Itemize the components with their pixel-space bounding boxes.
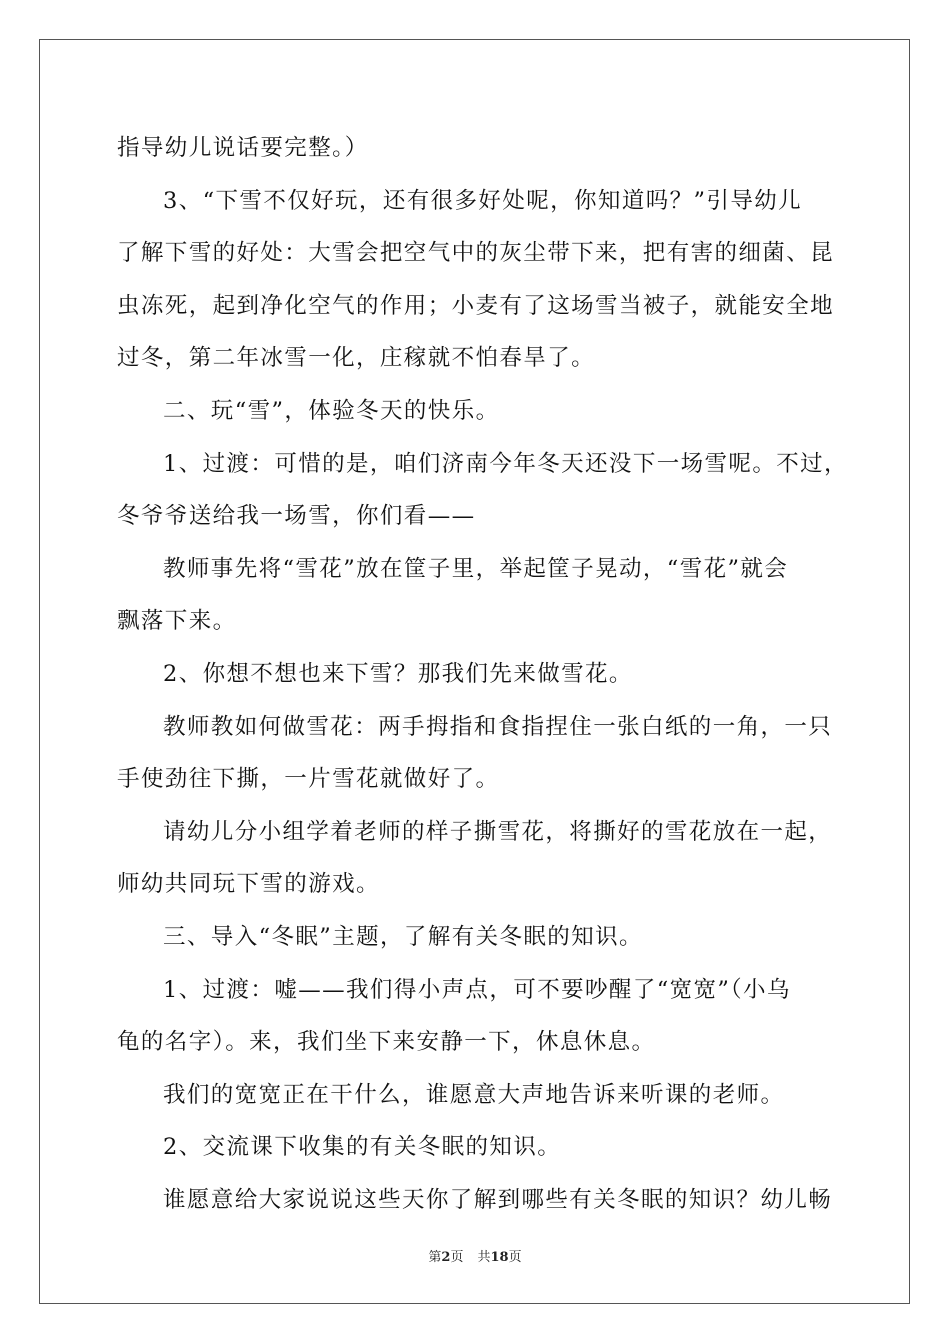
footer-total-prefix: 共 <box>477 1250 491 1265</box>
footer-page-prefix: 第 <box>428 1250 442 1265</box>
text-line: 指导幼儿说话要完整。） <box>117 135 369 161</box>
page-footer <box>0 1246 950 1265</box>
text-line: 二、玩“雪”，体验冬天的快乐。 <box>163 397 500 424</box>
footer-page-suffix: 页 <box>450 1250 464 1265</box>
text-line: 师幼共同玩下雪的游戏。 <box>117 871 380 898</box>
text-line: 2、交流课下收集的有关冬眠的知识。 <box>163 1134 562 1161</box>
text-line: 2、你想不想也来下雪？那我们先来做雪花。 <box>163 660 633 687</box>
document-body <box>117 126 849 1230</box>
text-line: 冬爷爷送给我一场雪，你们看—— <box>117 503 476 530</box>
footer-total-pages: 18 <box>490 1250 509 1265</box>
footer-page-number: 2 <box>441 1250 451 1265</box>
text-line: 1、过渡：嘘——我们得小声点，可不要吵醒了“宽宽”（小乌 <box>163 976 791 1003</box>
text-line: 了解下雪的好处：大雪会把空气中的灰尘带下来，把有害的细菌、昆 <box>117 240 835 267</box>
text-line: 龟的名字）。来，我们坐下来安静一下，休息休息。 <box>117 1029 656 1056</box>
text-line: 3、“下雪不仅好玩，还有很多好处呢，你知道吗？”引导幼儿 <box>163 187 803 214</box>
text-line: 手使劲往下撕，一片雪花就做好了。 <box>117 766 500 793</box>
text-line: 三、导入“冬眠”主题，了解有关冬眠的知识。 <box>163 923 643 950</box>
text-line: 虫冻死，起到净化空气的作用；小麦有了这场雪当被子，就能安全地 <box>117 292 835 319</box>
text-line: 教师教如何做雪花：两手拇指和食指捏住一张白纸的一角，一只 <box>163 713 833 740</box>
text-line: 谁愿意给大家说说这些天你了解到哪些有关冬眠的知识？幼儿畅 <box>163 1186 833 1213</box>
text-line: 教师事先将“雪花”放在筐子里，举起筐子晃动，“雪花”就会 <box>163 555 789 582</box>
text-line: 飘落下来。 <box>117 608 237 635</box>
footer-total-suffix: 页 <box>508 1250 522 1265</box>
text-line: 1、过渡：可惜的是，咱们济南今年冬天还没下一场雪呢。不过， <box>163 450 848 477</box>
text-line: 请幼儿分小组学着老师的样子撕雪花，将撕好的雪花放在一起， <box>163 818 833 845</box>
text-line: 我们的宽宽正在干什么，谁愿意大声地告诉来听课的老师。 <box>163 1081 785 1108</box>
text-line: 过冬，第二年冰雪一化，庄稼就不怕春旱了。 <box>117 345 596 372</box>
